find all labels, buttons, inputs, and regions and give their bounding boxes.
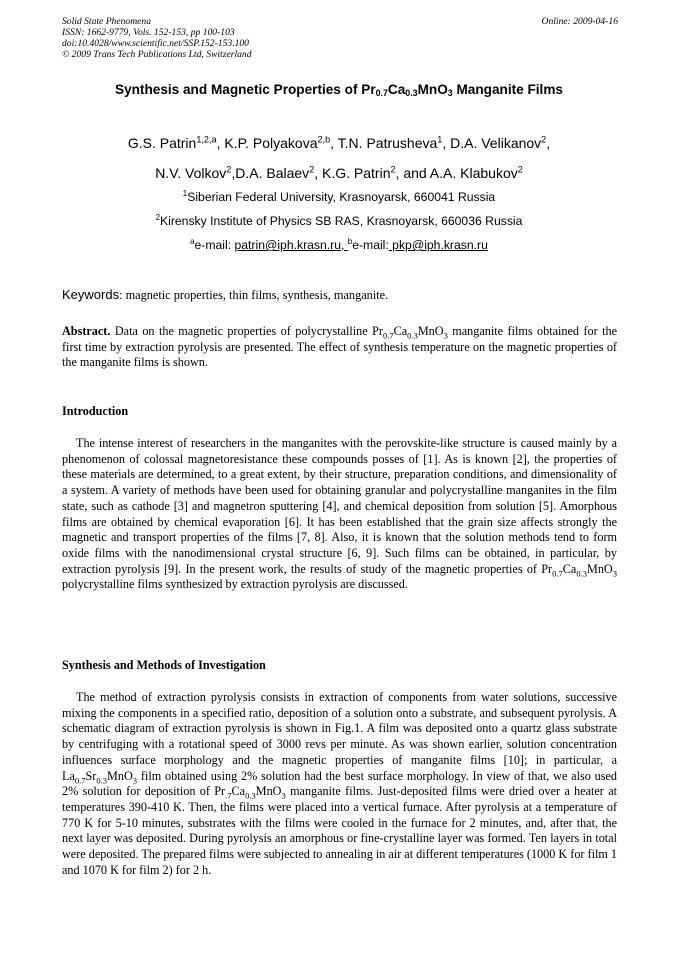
paragraph-text: The method of extraction pyrolysis consists in extraction of components from water solutions, successive mixing the components in a specified ratio, deposition of a solution onto a substrate, and subsequent pyrolysis. A schematic diagram of extraction pyrolysis is shown in Fig.1. A film was deposited onto a quartz glass substrate by centrifuging with a rotational speed of 3000 revs per minute. As was shown earlier, solution concentration influences surface morphology and the magnetic properties of manganite films [10]; in particular, a La: [62, 690, 617, 783]
title-text: Ca: [387, 82, 406, 97]
synthesis-paragraph: [62, 690, 617, 878]
formula-subscript: 0.3: [407, 330, 418, 341]
paragraph-text: MnO: [107, 768, 133, 783]
affiliation-1: [40, 190, 638, 205]
formula-subscript: 0.3: [245, 790, 256, 801]
author-affil-mark: 2: [541, 134, 547, 145]
author-line-1: [40, 134, 638, 152]
formula-subscript: 0.7: [382, 330, 394, 341]
author-name: , D.A. Velikanov: [442, 135, 542, 151]
abstract-text: manganite films obtained for the first time by extraction pyrolysis are presented. The effect of synthesis temperature on the magnetic properties of the manganite films is shown.: [62, 324, 617, 370]
introduction-paragraph: [62, 436, 617, 593]
author-name: , K.G. Patrin: [314, 165, 391, 181]
title-text: Synthesis and Magnetic Properties of Pr: [115, 82, 376, 97]
keywords: [62, 287, 618, 303]
formula-subscript: 3: [281, 790, 286, 801]
paragraph-text: manganite films. Just-deposited films were dried over a heater at temperatures 390-410 K. Then, the films were placed into a vertical furnace. After pyrolysis at a temperature of 770 K for 5-10 minutes, substrates with the films were cooled in the furnace for 2 minutes, and, after that, the next layer was deposited. During pyrolysis an amorphous or fine-crystalline layer was formed. Ten layers in total were deposited. The prepared films were subjected to annealing in air at different temperatures (1000 K for film 1 and 1070 K for film 2) for 2 h.: [62, 784, 617, 877]
section-heading-synthesis: Synthesis and Methods of Investigation: [62, 658, 266, 672]
paragraph-text: Sr: [85, 768, 97, 783]
author-affil-mark: 1: [437, 134, 443, 145]
author-line-2: [40, 164, 638, 182]
author-affil-mark: 2,b: [317, 134, 331, 145]
keywords-label: Keywords: [62, 287, 120, 302]
affiliation-text: Kirensky Institute of Physics SB RAS, Krasnoyarsk, 660036 Russia: [160, 214, 523, 228]
author-separator: ,: [546, 135, 551, 151]
email-link-pkp[interactable]: pkp@iph.krasn.ru: [388, 238, 488, 252]
formula-subscript: .7: [225, 790, 232, 801]
abstract-paragraph: [62, 324, 617, 371]
section-heading-introduction: Introduction: [62, 404, 129, 418]
author-name: , T.N. Patrusheva: [330, 135, 438, 151]
copyright-line: © 2009 Trans Tech Publications Ltd, Switzerland: [62, 49, 252, 60]
title-subscript: 3: [447, 88, 453, 98]
author-affil-mark: 2: [517, 164, 523, 175]
formula-subscript: 0.7: [552, 568, 563, 579]
title-text: Manganite Films: [452, 82, 563, 97]
author-affil-mark: 1,2,a: [196, 134, 217, 145]
contact-emails: [40, 238, 638, 253]
formula-subscript: 0.7: [74, 774, 86, 785]
paragraph-text: film obtained using 2% solution had the best surface morphology. In view of that, we also used 2% solution for deposition of Pr: [62, 768, 617, 799]
email-mark: b: [347, 236, 353, 246]
author-name: ,D.A. Balaev: [231, 165, 310, 181]
title-text: MnO: [417, 82, 448, 97]
author-name: N.V. Volkov: [155, 165, 227, 181]
affiliation-mark: 1: [182, 188, 188, 198]
journal-name: Solid State Phenomena: [62, 16, 151, 27]
abstract-label: Abstract.: [62, 324, 111, 338]
paragraph-text: Ca: [231, 784, 246, 799]
affiliation-text: Siberian Federal University, Krasnoyarsk, 660041 Russia: [187, 190, 496, 204]
affiliation-2: [40, 214, 638, 229]
email-mark: a: [190, 236, 195, 246]
doi-line: doi:10.4028/www.scientific.net/SSP.152-153.100: [62, 38, 249, 49]
abstract-text: Ca: [393, 324, 408, 338]
paper-title: [40, 82, 638, 97]
online-date: Online: 2009-04-16: [541, 16, 618, 27]
formula-subscript: 0.3: [576, 568, 587, 579]
author-name: G.S. Patrin: [127, 135, 197, 151]
formula-subscript: 3: [132, 774, 138, 785]
keywords-text: : magnetic properties, thin films, synthesis, manganite.: [119, 288, 389, 302]
title-subscript: 0.7: [375, 88, 388, 98]
author-name: , K.P. Polyakova: [216, 135, 318, 151]
running-header: [62, 16, 618, 60]
author-affil-mark: 2: [390, 164, 396, 175]
abstract-text: Data on the magnetic properties of polycrystalline Pr: [110, 324, 383, 338]
formula-subscript: 3: [612, 568, 617, 579]
email-label: e-mail:: [352, 238, 389, 252]
author-affil-mark: 2: [309, 164, 315, 175]
issn-line: ISSN: 1662-9779, Vols. 152-153, pp 100-103: [62, 27, 235, 38]
abstract-text: MnO: [417, 324, 444, 338]
formula-subscript: 0.3: [96, 774, 108, 785]
affiliation-mark: 2: [155, 212, 160, 222]
paragraph-text: MnO: [255, 784, 282, 799]
paragraph-text: polycrystalline films synthesized by extraction pyrolysis are discussed.: [62, 577, 408, 592]
formula-subscript: 3: [443, 330, 448, 341]
author-name: , and A.A. Klabukov: [395, 165, 518, 181]
email-label: e-mail:: [194, 238, 235, 252]
paragraph-text: The intense interest of researchers in the manganites with the perovskite-like structure is caused mainly by a phenomenon of colossal magnetoresistance these compounds posses of [1]. As is known [2], the properties of these materials are determined, to a great extent, by their structure, preparation conditions, and dimensionality of a system. A variety of methods have been used for obtaining granular and polycrystalline manganites in the film state, such as cathode [3] and magnetron sputtering [4], and chemical deposition from solution [5]. Amorphous films are obtained by chemical evaporation [6]. It has been established that the grain size affects strongly the magnetic and transport properties of the films [7, 8]. Also, it is known that the solution methods tend to form oxide films with the nanodimensional crystal structure [6, 9]. Such films can be obtained, in particular, by extraction pyrolysis [9]. In the present work, the results of study of the magnetic properties of Pr: [62, 436, 617, 576]
email-link-patrin[interactable]: patrin@iph.krasn.ru,: [234, 238, 348, 252]
paragraph-text: MnO: [587, 561, 613, 576]
author-affil-mark: 2: [226, 164, 232, 175]
title-subscript: 0.3: [405, 88, 418, 98]
paragraph-text: Ca: [562, 561, 577, 576]
